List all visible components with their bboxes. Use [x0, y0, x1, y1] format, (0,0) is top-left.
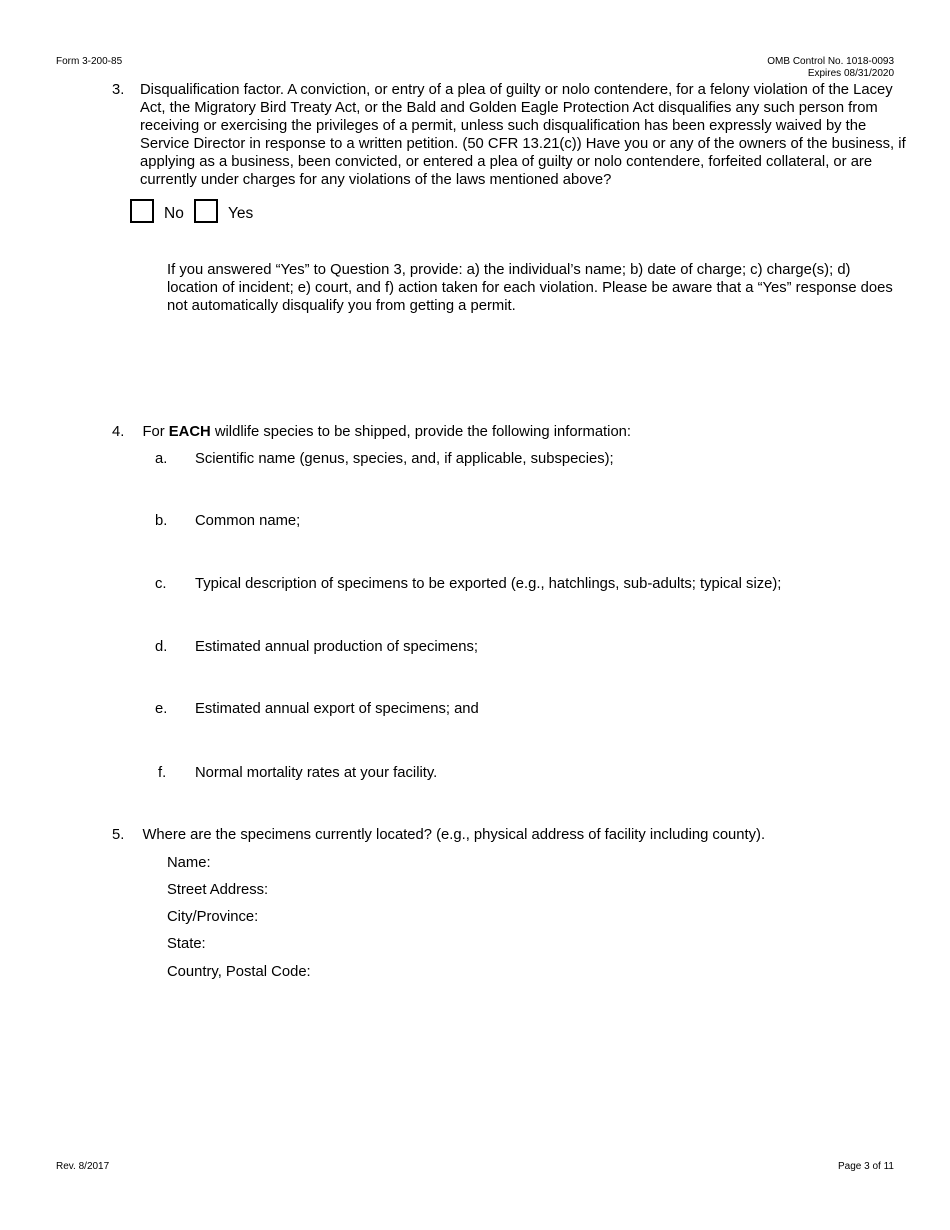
question-4-prefix: For: [142, 424, 169, 440]
revision-date: Rev. 8/2017: [56, 1161, 110, 1172]
item-letter: c.: [155, 576, 167, 592]
no-checkbox-label: No: [164, 205, 184, 222]
yes-checkbox[interactable]: [194, 199, 218, 223]
omb-control-number: OMB Control No. 1018-0093: [767, 56, 894, 67]
field-city-province-label: City/Province:: [167, 909, 259, 925]
question-4: [112, 423, 631, 441]
page-number: Page 3 of 11: [838, 1161, 894, 1172]
item-text: Estimated annual production of specimens;: [195, 639, 478, 655]
field-country-postal-code-label: Country, Postal Code:: [167, 964, 311, 980]
question-4-suffix: wildlife species to be shipped, provide the following information:: [210, 424, 632, 440]
question-4-number: 4.: [112, 424, 125, 440]
item-text: Common name;: [195, 513, 301, 529]
question-3-text: Disqualification factor. A conviction, or entry of a plea of guilty or nolo contendere, for a felony violation of the Lacey Act, the Migratory Bird Treaty Act, or the Bald and Golden Eagle Protection Act disqualifies any such person from receiving or exercising the privileges of a permit, unless such disqualification has been expressly waived by the Service Director in response to a written petition. (50 CFR 13.21(c)) Have you or any of the owners of the business, if applying as a business, been convicted, or entered a plea of guilty or nolo contendere, forfeited collateral, or are currently under charges for any violations of the laws mentioned above?: [140, 82, 906, 188]
item-text: Typical description of specimens to be exported (e.g., hatchlings, sub-adults; typical size);: [195, 576, 782, 592]
omb-header: [767, 56, 894, 80]
item-text: Normal mortality rates at your facility.: [195, 765, 438, 781]
expiration-date: Expires 08/31/2020: [807, 68, 894, 79]
field-name-label: Name:: [167, 855, 211, 871]
question-3-number: 3.: [112, 82, 125, 98]
item-letter: b.: [155, 513, 168, 529]
item-letter: a.: [155, 451, 168, 467]
question-5: [112, 826, 765, 844]
form-number: Form 3-200-85: [56, 56, 123, 67]
item-letter: d.: [155, 639, 168, 655]
yes-checkbox-label: Yes: [228, 205, 254, 222]
item-letter: f.: [158, 765, 167, 781]
item-text: Scientific name (genus, species, and, if applicable, subspecies);: [195, 451, 614, 467]
no-checkbox[interactable]: [130, 199, 154, 223]
question-4-emphasis: EACH: [168, 424, 211, 440]
field-state-label: State:: [167, 936, 206, 952]
question-5-text: Where are the specimens currently located? (e.g., physical address of facility including county).: [142, 827, 766, 843]
question-3: [112, 81, 912, 189]
question-5-number: 5.: [112, 827, 125, 843]
item-text: Estimated annual export of specimens; and: [195, 701, 479, 717]
question-3-yes-instructions: If you answered “Yes” to Question 3, provide: a) the individual’s name; b) date of charge; c) charge(s); d) location of incident; e) court, and f) action taken for each violation. Please be aware that a “Yes” response does not automatically disqualify you from getting a permit.: [167, 262, 893, 314]
item-letter: e.: [155, 701, 168, 717]
field-street-address-label: Street Address:: [167, 882, 269, 898]
